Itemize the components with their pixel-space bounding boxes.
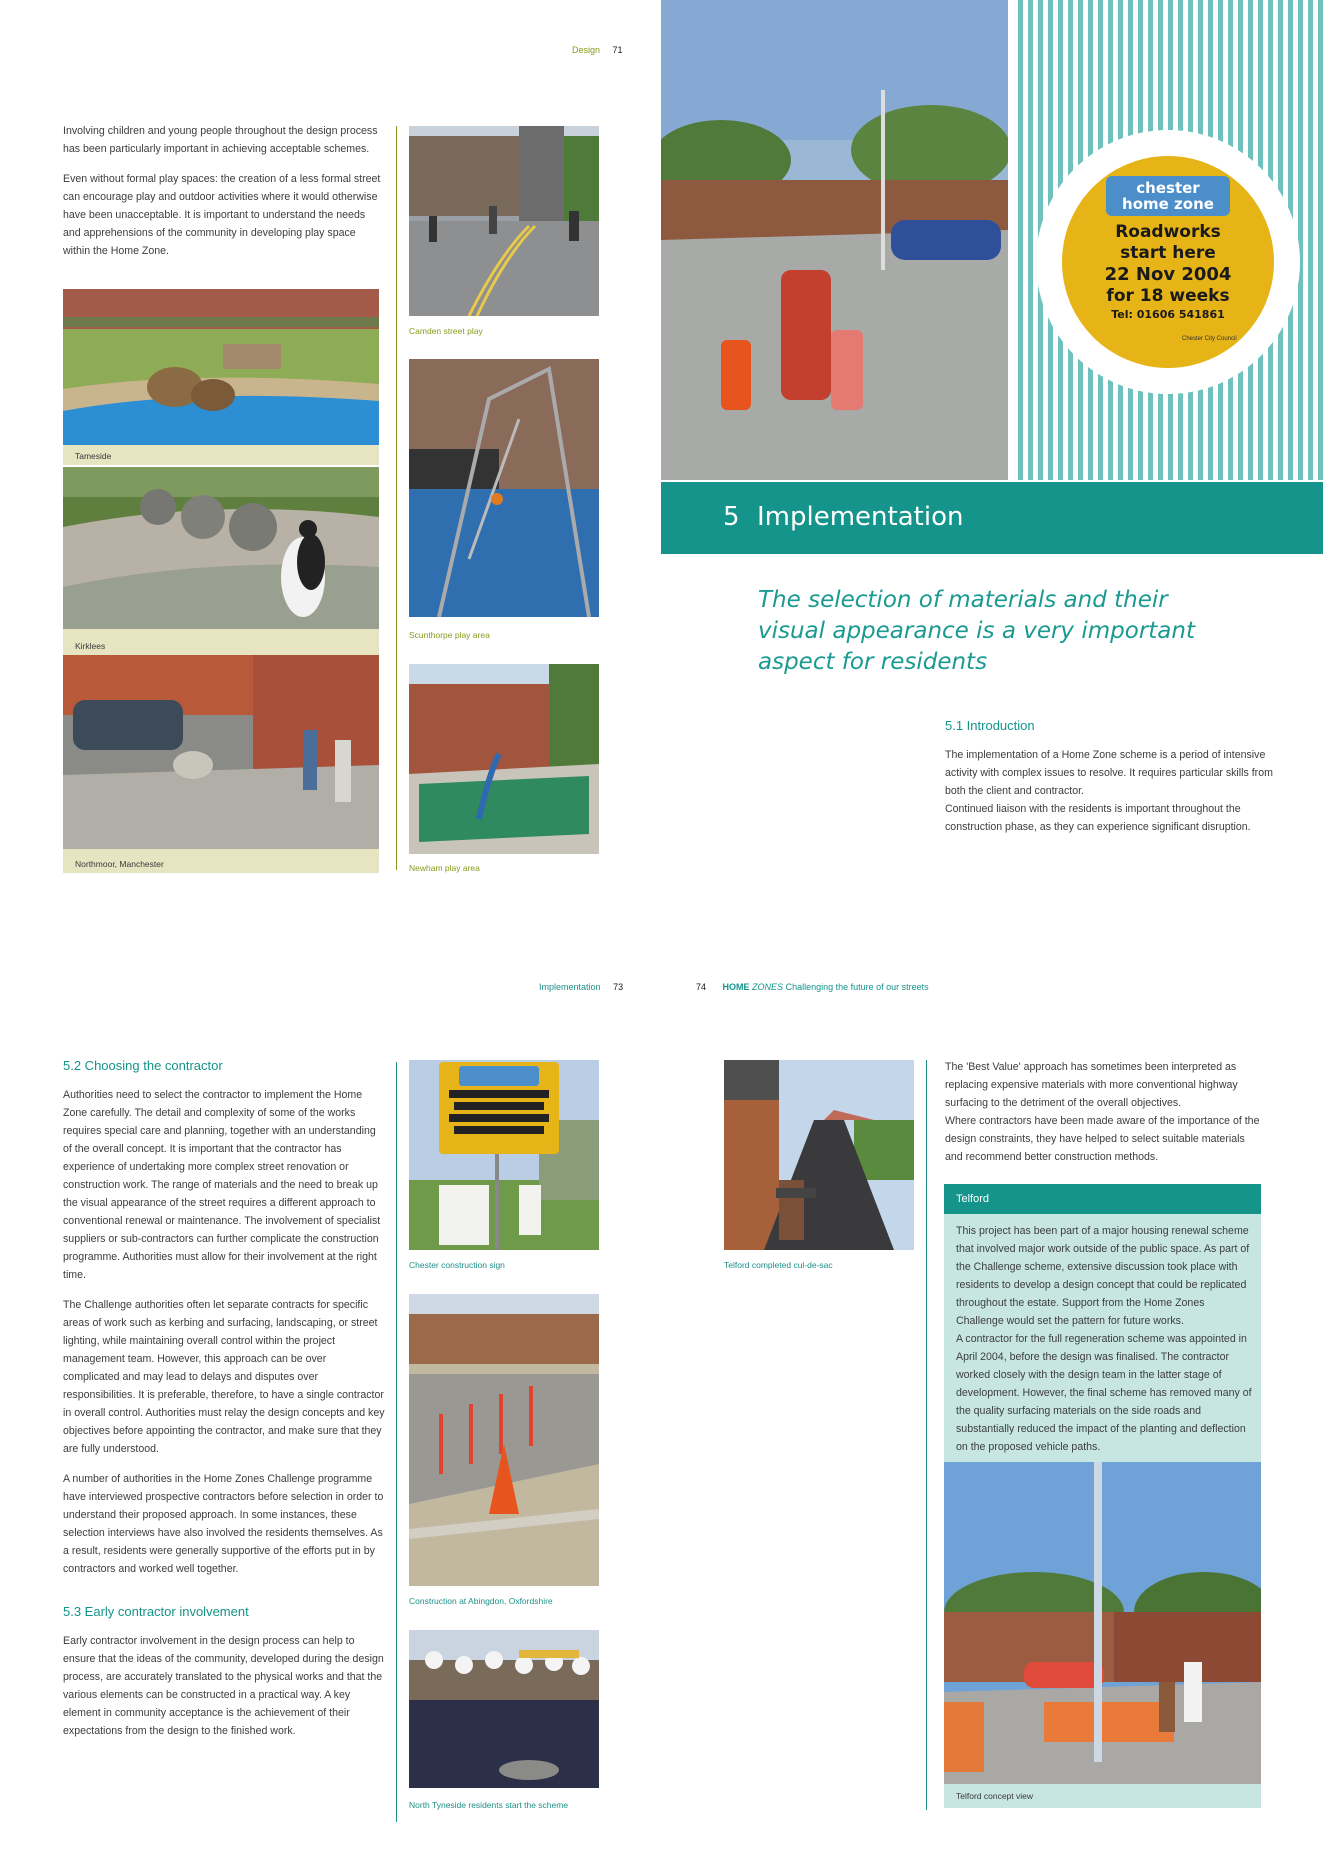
best-value-text bbox=[945, 1058, 1265, 1166]
page74-header-zones: ZONES bbox=[752, 982, 784, 992]
page73-column-rule bbox=[396, 1062, 397, 1822]
sign-logo-badge bbox=[1106, 176, 1230, 216]
abingdon-photo bbox=[409, 1294, 599, 1586]
sign-footer-text: Chester City Council bbox=[1182, 336, 1237, 342]
scunthorpe-photo bbox=[409, 359, 599, 617]
choosing-contractor-paragraph: Authorities need to select the contractor to implement the Home Zone carefully. The detail and complexity of some of the works requires special care and planning, together with an understanding of the overall concept. It is important that the contractor has experience of undertaking more complex street renovation or construction work. The range of materials and the need to break up the visual appearance of the street requires a different approach to conventional renewal or maintenance. The involvement of specialist suppliers or sub-contractors can further complicate the construction programme. Authorities must allow for their involvement at the right time. bbox=[63, 1089, 381, 1281]
chapter-title-band bbox=[661, 482, 1323, 554]
telford-paragraph: This project has been part of a major housing renewal scheme that involved major work outside of the public space. As part of the Challenge scheme, extensive discussion took place with residents to develop a design concept that could be replicated throughout the estate. Support from the Home Zones Challenge would set the pattern for future works. bbox=[956, 1225, 1250, 1327]
page74-header bbox=[696, 982, 929, 992]
kirklees-caption: Kirklees bbox=[75, 641, 106, 651]
newham-caption: Newham play area bbox=[409, 863, 480, 873]
lead-quote: The selection of materials and their visual appearance is a very important aspect for residents bbox=[758, 587, 1195, 675]
northmoor-caption: Northmoor, Manchester bbox=[75, 859, 164, 869]
northmoor-caption-bar bbox=[63, 849, 379, 873]
introduction-heading: 5.1 Introduction bbox=[945, 718, 1035, 733]
telford-culdesac-photo bbox=[724, 1060, 914, 1250]
north-tyneside-photo bbox=[409, 1630, 599, 1788]
page74-header-rest: Challenging the future of our streets bbox=[785, 982, 929, 992]
page71-header-section: Design bbox=[572, 45, 601, 55]
page71-intro bbox=[63, 122, 383, 272]
page71-paragraph: Even without formal play spaces: the creation of a less formal street can encourage play and outdoor activities where it would otherwise have been unacceptable. It is important to understand the needs and apprehensions of the community in developing play space within the Home Zone. bbox=[63, 173, 381, 257]
kirklees-photo bbox=[63, 467, 379, 629]
camden-photo bbox=[409, 126, 599, 316]
page73-header-page: 73 bbox=[613, 982, 624, 992]
telford-box-heading bbox=[944, 1184, 1261, 1214]
sign-line-roadworks: Roadworks bbox=[1115, 222, 1221, 242]
tameside-caption-bar bbox=[63, 445, 379, 465]
abingdon-caption: Construction at Abingdon, Oxfordshire bbox=[409, 1596, 553, 1606]
best-value-paragraph: Where contractors have been made aware of the importance of the design constraints, they have helped to select suitable materials and recommend better construction methods. bbox=[945, 1115, 1260, 1163]
north-tyneside-caption: North Tyneside residents start the scheme bbox=[409, 1800, 569, 1810]
telford-heading-text: Telford bbox=[956, 1193, 990, 1205]
page71-header-page: 71 bbox=[612, 45, 623, 55]
page71-paragraph: Involving children and young people throughout the design process has been particularly important in achieving acceptable schemes. bbox=[63, 125, 378, 155]
implementation-hero-photo bbox=[661, 0, 1008, 480]
newham-photo bbox=[409, 664, 599, 854]
page71-header bbox=[572, 45, 623, 55]
telford-culdesac-caption: Telford completed cul-de-sac bbox=[724, 1260, 833, 1270]
chester-construction-photo bbox=[409, 1060, 599, 1250]
sign-logo-line2: home zone bbox=[1122, 195, 1214, 213]
northmoor-photo bbox=[63, 655, 379, 849]
sign-logo-line1: chester bbox=[1136, 179, 1200, 197]
best-value-paragraph: The 'Best Value' approach has sometimes been interpreted as replacing expensive materials with more conventional highway surfacing to the detriment of the overall objectives. bbox=[945, 1061, 1238, 1109]
choosing-contractor-paragraph: The Challenge authorities often let separate contracts for specific areas of work such as kerbing and surfacing, landscaping, or street lighting, while maintaining overall control within the project management team. However, this approach can be over complicated and may lead to delays and disputes over responsibilities. It is preferable, therefore, to have a single contractor in overall control. Authorities must relay the design concepts and key objectives before appointing the contractor, and make sure that they are fully understood. bbox=[63, 1299, 385, 1455]
chapter-number: 5 bbox=[723, 502, 740, 532]
page74-header-page: 74 bbox=[696, 982, 707, 992]
sign-line-start: start here bbox=[1120, 243, 1216, 263]
telford-text bbox=[956, 1222, 1252, 1456]
page74-column-rule bbox=[926, 1060, 927, 1810]
tameside-caption: Tameside bbox=[75, 451, 112, 461]
kirklees-caption-bar bbox=[63, 629, 379, 655]
choosing-contractor-heading: 5.2 Choosing the contractor bbox=[63, 1058, 223, 1073]
scunthorpe-caption: Scunthorpe play area bbox=[409, 630, 490, 640]
chester-sign-disc bbox=[1062, 156, 1274, 368]
page73-header-section: Implementation bbox=[539, 982, 601, 992]
telford-concept-photo bbox=[944, 1462, 1261, 1784]
early-involvement-text bbox=[63, 1632, 385, 1752]
early-involvement-paragraph: Early contractor involvement in the design process can help to ensure that the ideas of the community, developed during the design process, are accurately translated to the physical works and that the various elements can be constructed in a practical way. A key element in community acceptance is the achievement of their expectations from the design to the finished work. bbox=[63, 1635, 384, 1737]
tameside-photo bbox=[63, 289, 379, 445]
telford-concept-caption: Telford concept view bbox=[956, 1791, 1034, 1801]
introduction-paragraph: Continued liaison with the residents is important throughout the construction phase, as they can experience significant disruption. bbox=[945, 803, 1251, 833]
chester-construction-caption: Chester construction sign bbox=[409, 1260, 505, 1270]
choosing-contractor-text bbox=[63, 1086, 385, 1590]
sign-line-date: 22 Nov 2004 bbox=[1104, 264, 1232, 285]
sign-line-duration: for 18 weeks bbox=[1106, 286, 1230, 306]
introduction-paragraph: The implementation of a Home Zone scheme is a period of intensive activity with complex issues to resolve. It requires particular skills from both the client and contractor. bbox=[945, 749, 1273, 797]
introduction-text bbox=[945, 746, 1275, 836]
early-involvement-heading: 5.3 Early contractor involvement bbox=[63, 1604, 249, 1619]
sign-line-phone: Tel: 01606 541861 bbox=[1111, 308, 1225, 321]
sign-message bbox=[1062, 222, 1274, 323]
page74-header-home: HOME bbox=[722, 982, 750, 992]
telford-paragraph: A contractor for the full regeneration scheme was appointed in April 2004, before the design was finalised. The contractor worked closely with the design team in the latter stage of development. However, the final scheme has removed many of the quality surfacing materials on the side roads and substantially reduced the impact of the planting and deflection on the proposed vehicle paths. bbox=[956, 1333, 1252, 1453]
page73-header bbox=[539, 982, 623, 992]
chapter-title: Implementation bbox=[757, 502, 964, 532]
camden-caption: Camden street play bbox=[409, 326, 483, 336]
page71-column-rule bbox=[396, 126, 397, 870]
choosing-contractor-paragraph: A number of authorities in the Home Zones Challenge programme have interviewed prospective contractors before selection in order to understand their proposed approach. In some instances, these selection interviews have also involved the residents themselves. As a result, residents were generally supportive of the efforts put in by contractors and worked well together. bbox=[63, 1473, 384, 1575]
